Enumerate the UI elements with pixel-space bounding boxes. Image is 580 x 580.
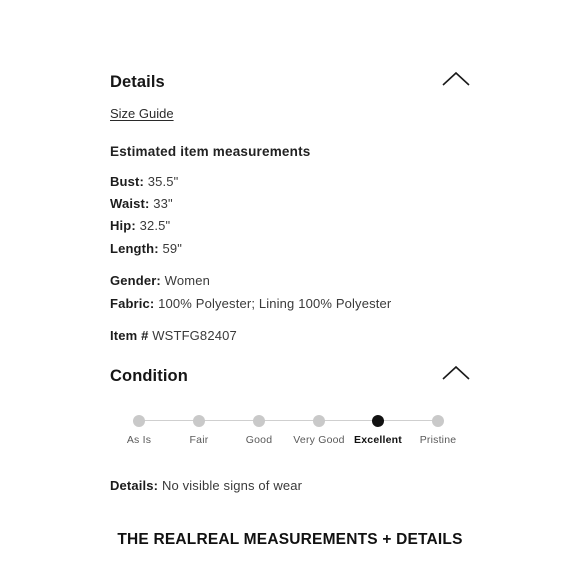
measurement-label: Waist: (110, 196, 150, 211)
measurement-label: Length: (110, 241, 159, 256)
condition-dot-pristine (432, 415, 444, 427)
item-number-value: WSTFG82407 (152, 328, 237, 343)
condition-label-excellent: Excellent (354, 434, 402, 446)
attribute-value: 100% Polyester; Lining 100% Polyester (158, 296, 392, 311)
measurement-bust (110, 174, 178, 189)
footer-caption: THE REALREAL MEASUREMENTS + DETAILS (117, 531, 463, 548)
measurement-label: Hip: (110, 218, 136, 233)
measurement-value: 59" (162, 241, 182, 256)
size-guide-link[interactable]: Size Guide (110, 106, 174, 121)
attribute-label: Fabric: (110, 296, 155, 311)
condition-section-title: Condition (110, 367, 188, 385)
attribute-label: Gender: (110, 273, 161, 288)
details-section-title: Details (110, 73, 165, 91)
condition-dot-good (253, 415, 265, 427)
condition-label-fair: Fair (189, 434, 209, 446)
item-number-label: Item # (110, 328, 149, 343)
condition-details (110, 478, 302, 493)
measurement-hip (110, 218, 170, 233)
measurements-heading: Estimated item measurements (110, 144, 311, 159)
condition-dot-fair (193, 415, 205, 427)
attribute-gender (110, 273, 210, 288)
measurement-value: 32.5" (139, 218, 171, 233)
condition-label-as-is: As Is (126, 434, 152, 446)
condition-chevron-up-icon[interactable] (441, 364, 471, 382)
attribute-value: Women (164, 273, 210, 288)
measurement-label: Bust: (110, 174, 144, 189)
condition-label-good: Good (245, 434, 273, 446)
condition-details-value: No visible signs of wear (161, 478, 303, 493)
condition-dot-very-good (313, 415, 325, 427)
condition-label-very-good: Very Good (293, 434, 345, 446)
condition-scale-track (139, 420, 438, 421)
measurement-length (110, 241, 182, 256)
condition-label-pristine: Pristine (419, 434, 457, 446)
attribute-fabric (110, 296, 391, 311)
measurement-value: 35.5" (147, 174, 179, 189)
item-number (110, 328, 237, 343)
measurement-value: 33" (153, 196, 173, 211)
condition-dot-excellent (372, 415, 384, 427)
details-chevron-up-icon[interactable] (441, 70, 471, 88)
condition-dot-as-is (133, 415, 145, 427)
condition-details-label: Details: (110, 478, 159, 493)
measurement-waist (110, 196, 173, 211)
